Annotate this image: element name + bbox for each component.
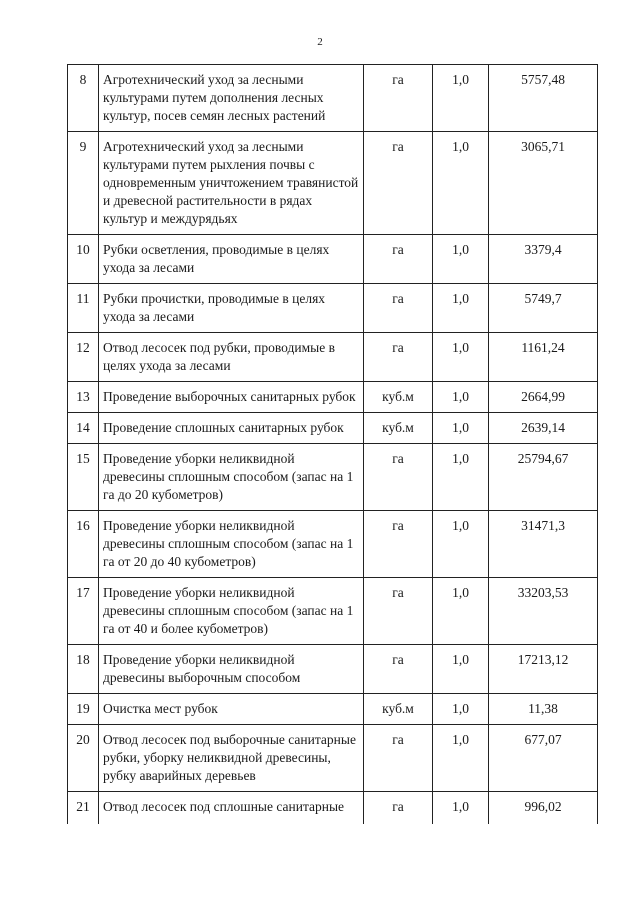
row-number: 8 — [68, 65, 99, 132]
quantity-cell: 1,0 — [433, 694, 489, 725]
work-description: Проведение уборки неликвидной древесины сплошным способом (запас на 1 га от 40 и более кубометров) — [99, 578, 364, 645]
table-row — [68, 694, 598, 725]
price-cell: 3379,4 — [489, 235, 598, 284]
table-row — [68, 792, 598, 825]
unit-cell: га — [364, 65, 433, 132]
work-description: Проведение уборки неликвидной древесины сплошным способом (запас на 1 га от 20 до 40 кубометров) — [99, 511, 364, 578]
table-row — [68, 333, 598, 382]
table-row — [68, 645, 598, 694]
price-cell: 2639,14 — [489, 413, 598, 444]
table-row — [68, 413, 598, 444]
quantity-cell: 1,0 — [433, 645, 489, 694]
row-number: 19 — [68, 694, 99, 725]
price-cell: 11,38 — [489, 694, 598, 725]
quantity-cell: 1,0 — [433, 444, 489, 511]
price-cell: 1161,24 — [489, 333, 598, 382]
unit-cell: куб.м — [364, 694, 433, 725]
unit-cell: га — [364, 333, 433, 382]
work-description: Отвод лесосек под выборочные санитарные рубки, уборку неликвидной древесины, рубку аварийных деревьев — [99, 725, 364, 792]
unit-cell: га — [364, 645, 433, 694]
quantity-cell: 1,0 — [433, 413, 489, 444]
quantity-cell: 1,0 — [433, 284, 489, 333]
row-number: 10 — [68, 235, 99, 284]
price-cell: 31471,3 — [489, 511, 598, 578]
quantity-cell: 1,0 — [433, 65, 489, 132]
table-row — [68, 578, 598, 645]
row-number: 20 — [68, 725, 99, 792]
work-description: Агротехнический уход за лесными культурами путем дополнения лесных культур, посев семян лесных растений — [99, 65, 364, 132]
row-number: 18 — [68, 645, 99, 694]
unit-cell: га — [364, 792, 433, 825]
work-description: Агротехнический уход за лесными культурами путем рыхления почвы с одновременным уничтожением травянистой и древесной растительности в рядах культур и междурядьях — [99, 132, 364, 235]
row-number: 12 — [68, 333, 99, 382]
price-cell: 17213,12 — [489, 645, 598, 694]
table-row — [68, 65, 598, 132]
unit-cell: га — [364, 444, 433, 511]
row-number: 11 — [68, 284, 99, 333]
price-cell: 2664,99 — [489, 382, 598, 413]
unit-cell: куб.м — [364, 413, 433, 444]
work-description: Рубки прочистки, проводимые в целях ухода за лесами — [99, 284, 364, 333]
quantity-cell: 1,0 — [433, 511, 489, 578]
table-row — [68, 284, 598, 333]
quantity-cell: 1,0 — [433, 132, 489, 235]
row-number: 17 — [68, 578, 99, 645]
quantity-cell: 1,0 — [433, 333, 489, 382]
price-cell: 677,07 — [489, 725, 598, 792]
price-cell: 5757,48 — [489, 65, 598, 132]
unit-cell: га — [364, 284, 433, 333]
work-description: Отвод лесосек под сплошные санитарные — [99, 792, 364, 825]
work-description: Очистка мест рубок — [99, 694, 364, 725]
table-row — [68, 382, 598, 413]
table-row — [68, 235, 598, 284]
quantity-cell: 1,0 — [433, 382, 489, 413]
table-row — [68, 725, 598, 792]
rates-table — [67, 64, 598, 824]
price-cell: 5749,7 — [489, 284, 598, 333]
work-description: Отвод лесосек под рубки, проводимые в целях ухода за лесами — [99, 333, 364, 382]
unit-cell: га — [364, 132, 433, 235]
row-number: 13 — [68, 382, 99, 413]
row-number: 9 — [68, 132, 99, 235]
quantity-cell: 1,0 — [433, 725, 489, 792]
unit-cell: га — [364, 725, 433, 792]
table-row — [68, 444, 598, 511]
price-cell: 3065,71 — [489, 132, 598, 235]
work-description: Проведение сплошных санитарных рубок — [99, 413, 364, 444]
unit-cell: га — [364, 235, 433, 284]
row-number: 15 — [68, 444, 99, 511]
row-number: 21 — [68, 792, 99, 825]
table-row — [68, 511, 598, 578]
unit-cell: куб.м — [364, 382, 433, 413]
work-description: Проведение выборочных санитарных рубок — [99, 382, 364, 413]
quantity-cell: 1,0 — [433, 792, 489, 825]
work-description: Проведение уборки неликвидной древесины выборочным способом — [99, 645, 364, 694]
price-cell: 996,02 — [489, 792, 598, 825]
price-cell: 25794,67 — [489, 444, 598, 511]
work-description: Проведение уборки неликвидной древесины сплошным способом (запас на 1 га до 20 кубометров) — [99, 444, 364, 511]
unit-cell: га — [364, 578, 433, 645]
table-row — [68, 132, 598, 235]
price-cell: 33203,53 — [489, 578, 598, 645]
quantity-cell: 1,0 — [433, 235, 489, 284]
work-description: Рубки осветления, проводимые в целях ухода за лесами — [99, 235, 364, 284]
unit-cell: га — [364, 511, 433, 578]
row-number: 14 — [68, 413, 99, 444]
quantity-cell: 1,0 — [433, 578, 489, 645]
page-number: 2 — [317, 36, 323, 48]
row-number: 16 — [68, 511, 99, 578]
